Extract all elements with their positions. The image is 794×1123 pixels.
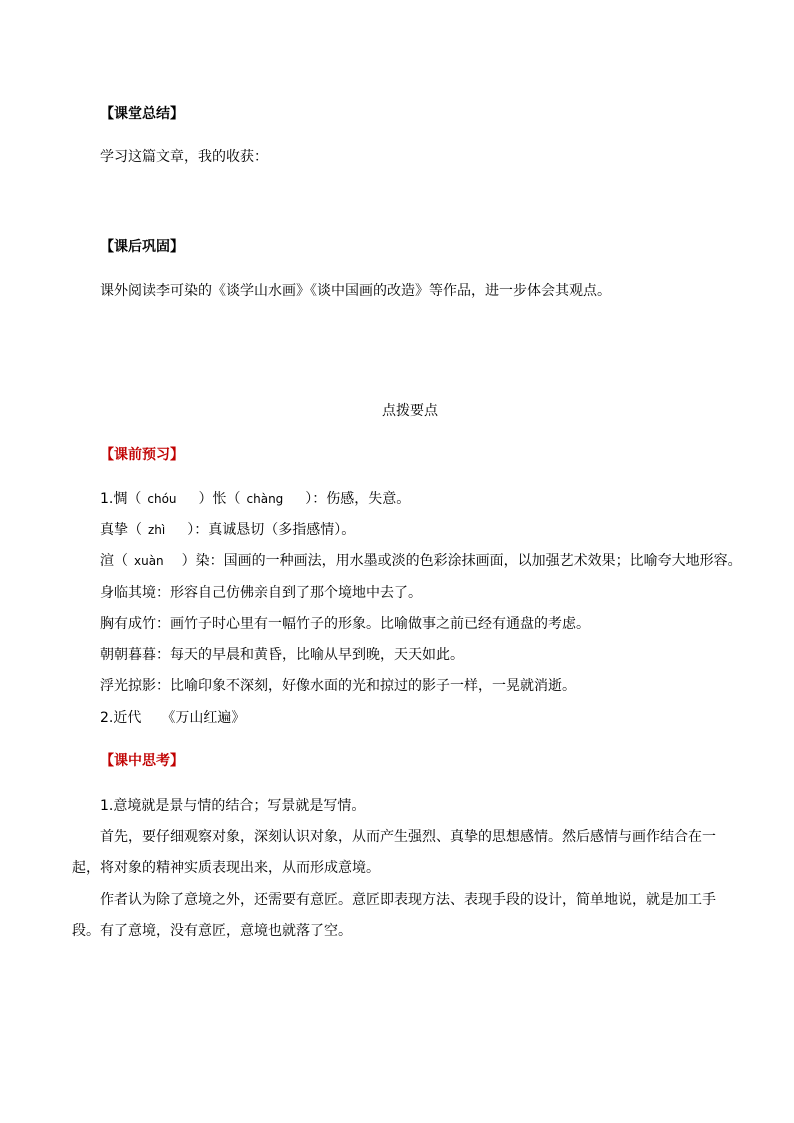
preview-item-2 [100,520,355,540]
think-line-1: 1.意境就是景与情的结合；写景就是写情。 [100,798,366,814]
item2-prefix: 真挚（ [100,522,142,538]
section-heading-think: 【课中思考】 [100,753,184,769]
section-heading-summary: 【课堂总结】 [100,106,184,122]
summary-prompt: 学习这篇文章，我的收获： [100,149,268,165]
preview-item-7: 浮光掠影：比喻印象不深刻，好像水面的光和掠过的影子一样，一晃就消逝。 [100,678,576,694]
item2-pinyin: zhì [148,523,166,537]
answers-title: 点拨要点 [382,403,438,419]
think-line-2b: 起，将对象的精神实质表现出来，从而形成意境。 [72,860,380,876]
preview-item-3 [100,551,742,571]
item8-era: 2.近代 [100,710,142,726]
preview-item-1 [100,489,410,509]
preview-item-6: 朝朝暮暮：每天的早晨和黄昏，比喻从早到晚，天天如此。 [100,647,464,663]
think-line-2a: 首先，要仔细观察对象，深刻认识对象，从而产生强烈、真挚的思想感情。然后感情与画作结合在一 [100,829,716,845]
item1-prefix: 1.惆（ [100,491,142,507]
item1-suffix: ）：伤感，失意。 [305,491,411,507]
item1-mid: ）怅（ [198,491,241,507]
item1-pinyin-1: chóu [147,492,177,506]
item3-suffix: ）染：国画的一种画法，用水墨或淡的色彩涂抹画面，以加强艺术效果；比喻夸大地形容。 [181,553,742,569]
item3-prefix: 渲（ [100,553,128,569]
section-heading-preview: 【课前预习】 [100,447,184,463]
think-line-3b: 段。有了意境，没有意匠，意境也就落了空。 [72,923,352,939]
item8-work: 《万山红遍》 [161,710,246,726]
preview-item-5: 胸有成竹：画竹子时心里有一幅竹子的形象。比喻做事之前已经有通盘的考虑。 [100,616,590,632]
item2-suffix: ）：真诚恳切（多指感情）。 [187,522,356,538]
item3-pinyin: xuàn [134,554,164,568]
section-heading-consolidation: 【课后巩固】 [100,239,184,255]
preview-item-8 [100,708,245,728]
item1-pinyin-2: chàng [246,492,284,506]
preview-item-4: 身临其境：形容自己仿佛亲自到了那个境地中去了。 [100,585,422,601]
think-line-3a: 作者认为除了意境之外，还需要有意匠。意匠即表现方法、表现手段的设计，简单地说，就是加工手 [100,892,716,908]
consolidation-text: 课外阅读李可染的《谈学山水画》《谈中国画的改造》等作品，进一步体会其观点。 [100,283,611,299]
